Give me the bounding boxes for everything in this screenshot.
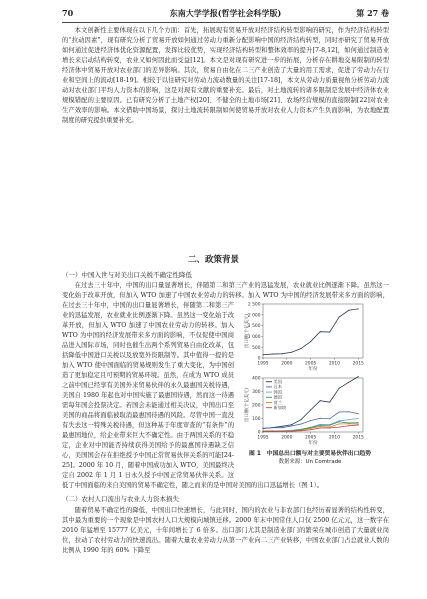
chart1-data-point bbox=[272, 353, 273, 354]
chart2-x-axis-label: 年份 bbox=[308, 441, 318, 446]
chart2-y-axis-label: 出口额(十亿美元) bbox=[245, 387, 250, 423]
figure-source: 数据来源：Un Comtrade bbox=[278, 459, 342, 465]
chart2-data-point bbox=[358, 413, 359, 414]
chart2-legend-label: 美国 bbox=[273, 379, 282, 384]
chart2-data-point bbox=[291, 425, 292, 426]
chart2-x-tick-label: 1995 bbox=[257, 435, 269, 441]
figure-caption: 图 1 中国总出口额与对主要贸易伙伴出口趋势 bbox=[249, 451, 371, 457]
chart1-data-point bbox=[339, 316, 340, 317]
chart2-data-point bbox=[358, 423, 359, 424]
chart2-data-point bbox=[348, 425, 349, 426]
chart1-y-axis-label: 出口额(十亿美元) bbox=[245, 313, 250, 349]
chart1-y-tick-label: 0 bbox=[257, 356, 261, 362]
chart2-data-point bbox=[358, 376, 359, 377]
chart2-data-point bbox=[320, 427, 321, 428]
chart1-x-tick-label: 1995 bbox=[257, 361, 269, 367]
chart2-y-tick-label: 0 bbox=[257, 430, 261, 436]
chart2-data-point bbox=[348, 411, 349, 412]
chart2-data-point bbox=[358, 424, 359, 425]
chart2-data-point bbox=[348, 419, 349, 420]
chart2-x-tick-label: 2015 bbox=[352, 435, 364, 441]
chart1-x-axis-label: 年份 bbox=[308, 367, 318, 372]
subsection-1-column-text: 在过去三十年中，中国的出口量显著增长，伴随第二和第三产业的迅猛发展，农业就业比例逐渐下降。虽然这一变化始于改革开放，但加入 WTO 加速了中国农业劳动力的转移。加入 WTO 为中国的经济发展带来多方面的影响，不仅促使中国商品进入国际市场，同时也催生出两个系列贸易自由化改革，包括降低中国进口关税以及放宽外资限制等。其中值得一提的是加入 WTO 使中国面临的贸易规则发生了重大变化，为中国创造了更加稳定且可预期的贸易环境。虽然，在成为 WTO 成员之前中国已经享有美国外来贸易伙伴的永久最惠国关税待遇，美国自 1980 年起也对中国实施了最惠国待遇，然而这一待遇需每年国会投票决定。若国会未能通过相关决议，中国出口至美国的商品将面临被取消最惠国待遇的风险。尽管中国一直没有失去这一特殊关税待遇，但这种基于年度审查的“有条件”的最惠国地位，给企业带来巨大不确定性。由于两国关系的不稳定，企业对中国能否持续获得美国给予的最惠国待遇缺乏信心，美国国会存在拒绝授予中国正常贸易伙伴关系的可能[24-25]。2000 年 10 月，随着中国成功加入 WTO，美国最终决定自 2002 年 1 月 1 日永久授予中国正常贸易伙伴关系。这 bbox=[62, 302, 234, 479]
chart1-data-point bbox=[310, 341, 311, 342]
chart2-data-point bbox=[262, 431, 263, 432]
chart1-data-point bbox=[329, 331, 330, 332]
chart1-x-tick-label: 2005 bbox=[305, 361, 317, 367]
chart1-data-point bbox=[320, 331, 321, 332]
chart2-data-point bbox=[320, 424, 321, 425]
chart2-data-point bbox=[272, 431, 273, 432]
chart2-data-point bbox=[329, 425, 330, 426]
subsection-1-intro bbox=[62, 281, 389, 301]
chart2-data-point bbox=[320, 426, 321, 427]
chart2-data-point bbox=[339, 423, 340, 424]
chart2-legend-label: 日本 bbox=[273, 384, 282, 390]
chart2-data-point bbox=[262, 428, 263, 429]
chart2-x-tick-label: 2010 bbox=[328, 435, 341, 441]
subsection-2-paragraph: 随着贸易不确定性的降低，中国出口快速增长，与此同时，国内的农业与非农部门也经历着显著的结构性转变，其中最为重要的一个现象是中国农村人口大规模向城镇迁移。2000 年末中国常住人口仅 2500 亿元元，这一数字在 2010 年猛增至 15777 亿美元，十年间增长了 6 倍多。出口部门尤其是制造业部门的繁荣在城市创造了大量就业岗位，拉动了农村劳动力的快速流出。随着大量农业劳动力从第一产业向二三产业转移，中国农业部门占总就业人数的比例从 1990 年的 60% 下降至 bbox=[62, 507, 389, 554]
subsection-heading-1: （一）中国入世与对美出口关税不确定性降低 bbox=[62, 271, 192, 279]
chart2-data-point bbox=[320, 418, 321, 419]
chart2-legend-label: 韩国 bbox=[273, 389, 282, 395]
chart2-legend-label: 荷兰 bbox=[273, 399, 282, 405]
chart1-x-tick-label: 2010 bbox=[328, 361, 341, 367]
chart2-data-point bbox=[339, 427, 340, 428]
chart1-y-tick-label: 1 500 bbox=[247, 324, 261, 330]
subsection-heading-2: （二）农村人口流出与农业人力资本损失 bbox=[62, 495, 179, 503]
chart1-y-tick-label: 2 000 bbox=[247, 313, 261, 319]
chart2-legend-label: 新加坡 bbox=[273, 405, 287, 410]
chart2-data-point bbox=[320, 425, 321, 426]
chart1-data-point bbox=[301, 348, 302, 349]
chart1-y-tick-label: 1 000 bbox=[247, 335, 261, 340]
chart2-data-point bbox=[301, 419, 302, 420]
chart2-data-point bbox=[310, 420, 311, 421]
chart2-y-tick-label: 400 bbox=[252, 376, 261, 382]
chart2-data-point bbox=[348, 423, 349, 424]
chart2-data-point bbox=[310, 428, 311, 429]
subsection-1-text: 在过去三十年中，中国的出口量显著增长，伴随第二和第三产业的迅猛发展，农业就业比例逐渐下降。虽然这一变化始于改革开放，但加入 WTO 加速了中国农业劳动力的转移。加入 WTO 为中国的经济发展带来多方面的影响， bbox=[62, 282, 389, 299]
chart1-y-tick-label: 2 500 bbox=[247, 302, 261, 308]
chart2-data-point bbox=[291, 424, 292, 425]
chart1-data-point bbox=[291, 352, 292, 353]
chart2-data-point bbox=[348, 382, 349, 383]
chart2-data-point bbox=[281, 431, 282, 432]
chart2-data-point bbox=[301, 423, 302, 424]
chart2-data-point bbox=[310, 429, 311, 430]
chart2-data-point bbox=[329, 418, 330, 419]
chart2-data-point bbox=[310, 409, 311, 410]
chart2-data-point bbox=[339, 421, 340, 422]
chart2-data-point bbox=[281, 427, 282, 428]
chart2-data-point bbox=[348, 422, 349, 423]
chart1-data-point bbox=[262, 354, 263, 355]
chart2-data-point bbox=[358, 418, 359, 419]
chart1-series-line-1 bbox=[263, 309, 358, 355]
volume-label: 第 27 卷 bbox=[356, 8, 389, 18]
chart2-data-point bbox=[358, 422, 359, 423]
chart2-y-tick-label: 100 bbox=[252, 417, 261, 423]
page-number: 70 bbox=[62, 8, 74, 18]
chart1-plot-frame bbox=[263, 304, 363, 358]
chart2-data-point bbox=[272, 427, 273, 428]
chart2-data-point bbox=[339, 420, 340, 421]
chart2-data-point bbox=[320, 400, 321, 401]
subsection-1-left-column bbox=[62, 301, 234, 481]
chart2-legend-label: 德国 bbox=[273, 394, 282, 400]
subsection-1-tail: 低了中国面临的来自美国的贸易不确定性，随之而来的是中国对美国的出口迅猛增长（图 1）。 bbox=[62, 482, 324, 489]
figure-1 bbox=[243, 300, 371, 448]
chart2-data-point bbox=[301, 430, 302, 431]
chart2-data-point bbox=[281, 426, 282, 427]
chart2-y-tick-label: 300 bbox=[252, 390, 261, 396]
chart2-data-point bbox=[339, 411, 340, 412]
chart1-data-point bbox=[281, 353, 282, 354]
chart1-x-tick-label: 2015 bbox=[352, 361, 364, 367]
chart2-x-tick-label: 2005 bbox=[305, 435, 317, 441]
chart2-data-point bbox=[329, 402, 330, 403]
chart2-y-tick-label: 200 bbox=[252, 403, 261, 409]
figure-1-charts bbox=[243, 300, 371, 448]
chart1-y-tick-label: 500 bbox=[252, 345, 261, 351]
chart2-x-tick-label: 2000 bbox=[281, 435, 293, 441]
chart1-x-tick-label: 2000 bbox=[281, 361, 293, 367]
chart1-data-point bbox=[358, 308, 359, 309]
intro-paragraph: 本文创新性主要体现在以下几个方面：首先，拓展现有贸易开放对经济结构转型影响的研究，作为经济结构转型的“拉动因素”，现有研究分析了贸易开放如何通过劳动力重新分配影响中国的经济结构转型，同时亦研究了贸易开放如何通过促进经济体优化资源配置，发挥比较优势，实现经济结构转型和整体效率的提升[7-8,12]，如何通过制造业增长来启动结构转变，农业又如何因此而受益[12]。本文是对现有研究进一步的拓展，分析存在耕地交易限制的转型经济体中贸易开放对农业部门的差异影响。其次，贸易自由化在二三产业创造了大量的用工需求，促进了劳动力在行业和空间上的流动[18-19]。相较于以往研究对劳动力流动数量的关注[17-18]，本文从劳动力质量视角分析劳动力流动对农业部门平均人力资本的影响，这是对现有文献的重要补充。最后，对土地流转的诸多限制是发展中经济体农业规模错配的主要原因。已有研究分析了土地产权[20]、不健全的土地市场[21]、农场经营规模的直接限制[22]对农业生产效率的影响。本文借助中国场景，探讨土地流转限制如何使贸易开放对农业人力资本产生负面影响，为农地配置制度的研究提供重要补充。 bbox=[62, 27, 389, 124]
chart2-data-point bbox=[329, 426, 330, 427]
chart2-data-point bbox=[329, 427, 330, 428]
chart2-data-point bbox=[339, 388, 340, 389]
section-heading: 二、政策背景 bbox=[187, 255, 239, 265]
chart1-data-point bbox=[348, 310, 349, 311]
journal-title: 东南大学学报(哲学社会科学版) bbox=[169, 8, 282, 18]
chart2-data-point bbox=[291, 431, 292, 432]
chart2-data-point bbox=[310, 427, 311, 428]
running-header bbox=[62, 6, 389, 23]
